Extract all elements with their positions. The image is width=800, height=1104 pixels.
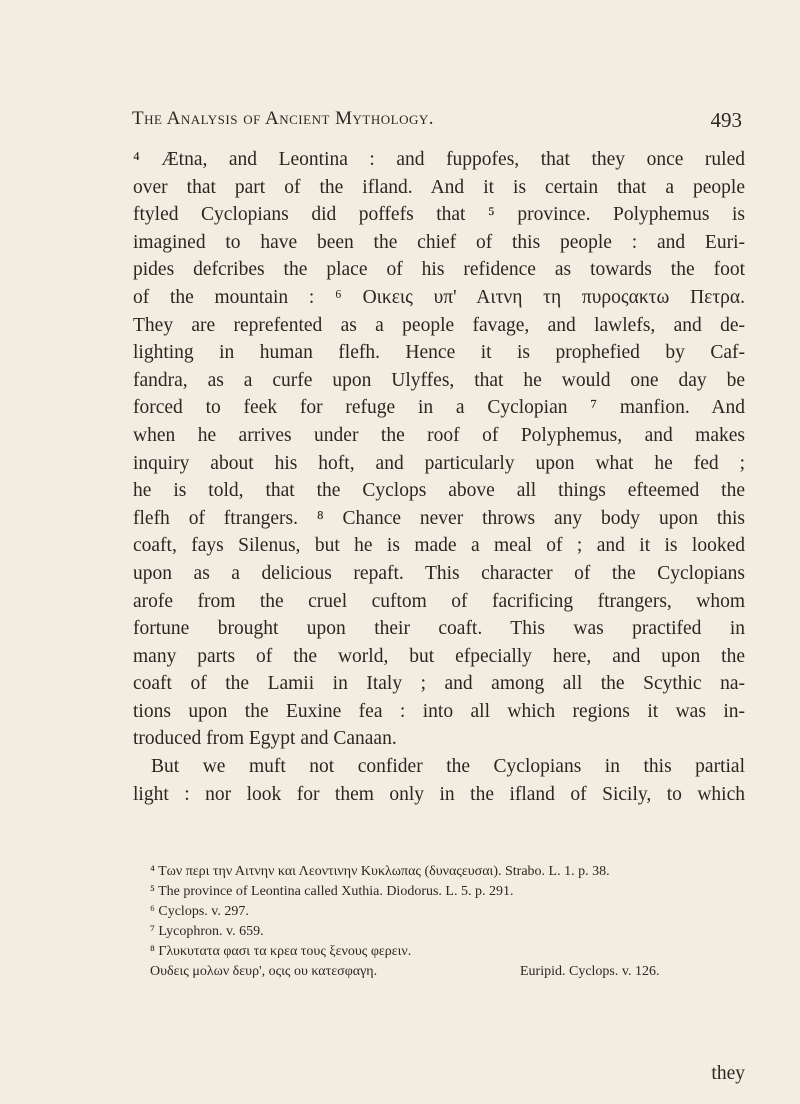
running-title: The Analysis of Ancient Mythology. (132, 108, 435, 129)
text-line: imagined to have been the chief of this people : and Euri- (133, 231, 745, 253)
text-line: ftyled Cyclopians did poffefs that ⁵ province. Polyphemus is (133, 204, 745, 226)
text-line: fortune brought upon their coaft. This was practifed in (133, 618, 745, 640)
text-line: pides defcribes the place of his refidence as towards the foot (133, 259, 745, 281)
text-line: forced to feek for refuge in a Cyclopian ⁷ manfion. And (133, 397, 745, 419)
text-line: light : nor look for them only in the ifland of Sicily, to which (133, 783, 745, 805)
text-line: troduced from Egypt and Canaan. (133, 728, 397, 750)
running-header (132, 108, 742, 138)
footnotes (150, 862, 750, 982)
text-line: many parts of the world, but efpecially here, and upon the (133, 645, 745, 667)
footnote-source: Euripid. Cyclops. v. 126. (520, 964, 660, 979)
text-line: upon as a delicious repaft. This character of the Cyclopians (133, 562, 745, 584)
page-number: 493 (710, 108, 742, 132)
footnote-text: ⁸ Γλυκυτατα φασι τα κρεα τους ξενους φερειν. (150, 944, 412, 959)
text-line: They are reprefented as a people favage, and lawlefs, and de- (133, 314, 745, 336)
footnote (150, 882, 750, 902)
main-text (133, 146, 745, 808)
footnote (150, 902, 750, 922)
text-line: But we muft not confider the Cyclopians in this partial (151, 756, 745, 778)
text-line: coaft of the Lamii in Italy ; and among all the Scythic na- (133, 673, 745, 695)
text-line: coaft, fays Silenus, but he is made a meal of ; and it is looked (133, 535, 745, 557)
text-line: he is told, that the Cyclops above all things efteemed the (133, 480, 745, 502)
footnote-text: Ουδεις μολων δευρ', οςις ου κατεσφαγη. (150, 964, 378, 979)
footnote-text: ⁴ Των περι την Αιτνην και Λεοντινην Κυκλωπας (δυναςευσαι). Strabo. L. 1. p. 38. (150, 864, 610, 879)
text-line: lighting in human flefh. Hence it is prophefied by Caf- (133, 342, 745, 364)
text-line: inquiry about his hoft, and particularly upon what he fed ; (133, 452, 745, 474)
text-line: fandra, as a curfe upon Ulyffes, that he would one day be (133, 369, 745, 391)
catchword: they (711, 1063, 745, 1084)
text-line: arofe from the cruel cuftom of facrificing ftrangers, whom (133, 590, 745, 612)
footnote-text: ⁶ Cyclops. v. 297. (150, 904, 249, 919)
footnote (150, 922, 750, 942)
footnote (150, 942, 750, 962)
footnote-text: ⁷ Lycophron. v. 659. (150, 924, 264, 939)
text-line: flefh of ftrangers. ⁸ Chance never throws any body upon this (133, 507, 745, 529)
text-line: ⁴ Ætna, and Leontina : and fuppofes, that they once ruled (133, 149, 745, 170)
text-line: when he arrives under the roof of Polyphemus, and makes (133, 424, 745, 446)
text-line: over that part of the ifland. And it is certain that a people (133, 176, 745, 198)
footnote (150, 962, 750, 982)
text-line: tions upon the Euxine fea : into all which regions it was in- (133, 700, 745, 722)
footnote (150, 862, 750, 882)
footnote-text: ⁵ The province of Leontina called Xuthia. Diodorus. L. 5. p. 291. (150, 884, 514, 899)
text-line: of the mountain : ⁶ Οικεις υπ' Αιτνη τη πυροςακτω Πετρα. (133, 286, 745, 308)
